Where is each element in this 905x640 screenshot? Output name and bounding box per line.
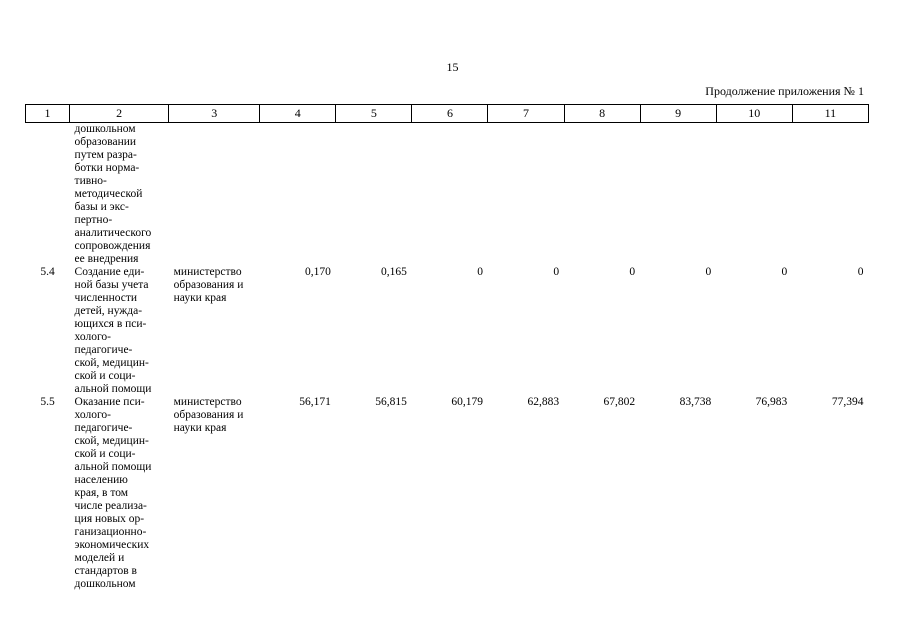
row-value: 0 bbox=[553, 266, 560, 278]
row-number: 5.5 bbox=[40, 396, 55, 408]
column-header: 11 bbox=[792, 105, 868, 123]
row-value bbox=[716, 123, 792, 267]
row-value bbox=[564, 123, 640, 267]
row-name: Создание еди- ной базы учета численности детей, нужда- ющихся в пси- холого- педагогиче- ской, медицин- ской и соци- альной помощи bbox=[74, 266, 152, 395]
column-header: 7 bbox=[488, 105, 564, 123]
row-name: дошкольном образовании путем разра- ботки норма- тивно- методической базы и экс- пертно- аналитического сопровождения ее внедрения bbox=[74, 123, 152, 265]
row-value: 0,165 bbox=[381, 266, 407, 278]
table-header-row bbox=[26, 105, 869, 123]
column-header: 9 bbox=[640, 105, 716, 123]
column-header: 2 bbox=[70, 105, 169, 123]
row-executor bbox=[169, 123, 260, 267]
table-row bbox=[26, 396, 869, 591]
row-value: 62,883 bbox=[527, 396, 560, 408]
continuation-label: Продолжение приложения № 1 bbox=[705, 84, 864, 98]
row-executor: министерство образования и науки края bbox=[173, 396, 244, 434]
page-number: 15 bbox=[446, 60, 459, 74]
row-value bbox=[336, 123, 412, 267]
column-header: 4 bbox=[260, 105, 336, 123]
row-value: 56,171 bbox=[299, 396, 331, 408]
row-value: 60,179 bbox=[451, 396, 483, 408]
row-executor: министерство образования и науки края bbox=[173, 266, 244, 304]
row-name: Оказание пси- холого- педагогиче- ской, медицин- ской и соци- альной помощи населению края, в том числе реализа- ция новых ор- ганизационно- экономических моделей и стандартов в дошкольном bbox=[74, 396, 152, 590]
row-value: 0 bbox=[857, 266, 864, 278]
column-header: 6 bbox=[412, 105, 488, 123]
row-value bbox=[260, 123, 336, 267]
row-value bbox=[412, 123, 488, 267]
table-row bbox=[26, 123, 869, 267]
row-value bbox=[640, 123, 716, 267]
row-value: 77,394 bbox=[831, 396, 864, 408]
column-header: 10 bbox=[716, 105, 792, 123]
row-value: 67,802 bbox=[603, 396, 636, 408]
column-header: 3 bbox=[169, 105, 260, 123]
row-value: 0,170 bbox=[304, 266, 331, 278]
row-value: 76,983 bbox=[755, 396, 788, 408]
row-value bbox=[792, 123, 868, 267]
appendix-table bbox=[25, 104, 869, 591]
table-row bbox=[26, 266, 869, 396]
row-value bbox=[488, 123, 564, 267]
column-header: 5 bbox=[336, 105, 412, 123]
row-value: 0 bbox=[705, 266, 712, 278]
row-value: 0 bbox=[781, 266, 788, 278]
row-value: 0 bbox=[477, 266, 483, 278]
row-number bbox=[26, 123, 70, 267]
row-value: 0 bbox=[629, 266, 636, 278]
column-header: 8 bbox=[564, 105, 640, 123]
row-value: 83,738 bbox=[679, 396, 712, 408]
column-header: 1 bbox=[26, 105, 70, 123]
row-number: 5.4 bbox=[40, 266, 55, 278]
row-value: 56,815 bbox=[375, 396, 407, 408]
